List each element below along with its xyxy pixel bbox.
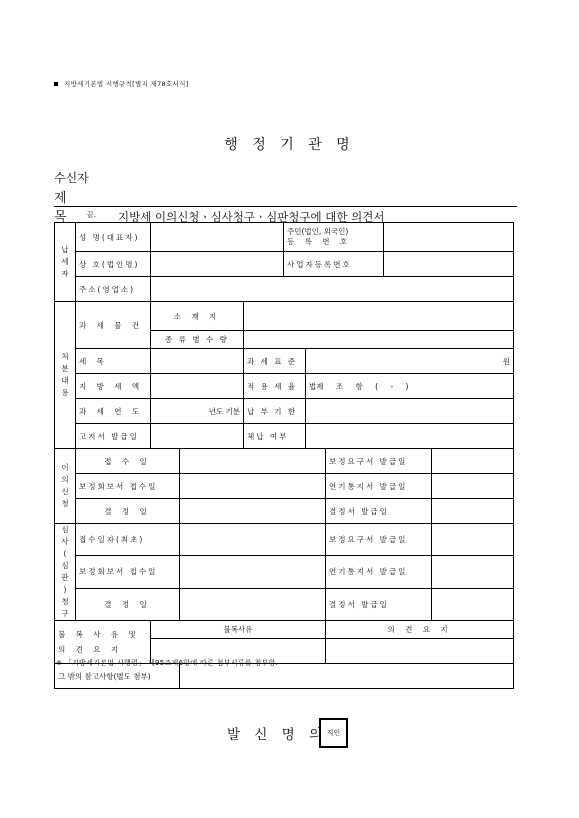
subject-text: 지방세 이의신청ㆍ심사청구ㆍ심판청구에 대한 의견서 [118, 210, 385, 224]
recipient-label: 수신자 [54, 171, 89, 185]
objection-supp-req-field[interactable] [432, 449, 514, 474]
subject-label: 제 목 [54, 191, 81, 225]
id-number-label-line1: 주민(법인, 외국인) [287, 227, 349, 236]
tax-amount-field[interactable] [151, 374, 244, 399]
grounds-opinion-header: 의 견 요 지 [326, 621, 514, 639]
disposition-group-label [55, 302, 76, 449]
object-label: 과 세 물 건 [76, 302, 151, 349]
business-name-label: 상 호(법인명) [76, 252, 151, 277]
disposition-group-text: 처 분 내 용 [61, 352, 69, 397]
biz-reg-field[interactable] [384, 252, 514, 277]
review-group-text: 심 사 ( 심 판 ) 청 구 [61, 525, 69, 618]
notice-date-label: 고지서 발급일 [76, 424, 151, 449]
review-decision-notice-label: 결정서 발급일 [326, 588, 432, 620]
tax-item-label: 세 목 [76, 349, 151, 374]
arrears-label: 체납 여부 [244, 424, 306, 449]
attachment-note: ※ 「지방세기본법 시행령」 제95조제6항에 따른 첨부서류를 첨부함. [56, 659, 279, 667]
tax-base-field[interactable] [306, 349, 514, 374]
grounds-opinion-field[interactable] [326, 639, 514, 664]
id-number-field[interactable] [384, 223, 514, 252]
review-supp-receipt-field[interactable] [180, 556, 326, 588]
review-receipt-label: 접수일자(최초) [76, 524, 180, 556]
grounds-reason-header: 불복사유 [151, 621, 326, 639]
objection-supp-receipt-label: 보정회보서 접수일 [76, 474, 180, 499]
name-field[interactable] [151, 223, 284, 252]
objection-ext-notice-field[interactable] [432, 474, 514, 499]
objection-decision-notice-label: 결정서 발급일 [326, 499, 432, 524]
tax-year-label: 과 세 연 도 [76, 399, 151, 424]
grounds-label: 불 복 사 유 및 의 견 요 지 [55, 621, 151, 664]
subject-end: 끝. [87, 211, 96, 219]
review-receipt-field[interactable] [180, 524, 326, 556]
review-supp-receipt-label: 보정회보서 접수일 [76, 556, 180, 588]
biz-reg-label: 사업자등록번호 [284, 252, 384, 277]
form-reference-text: 지방세기본법 시행규칙[별지 제78호서식] [64, 80, 189, 88]
tax-base-unit: 원 [502, 356, 511, 366]
address-label: 주소(영업소) [76, 277, 151, 302]
objection-supp-receipt-field[interactable] [180, 474, 326, 499]
rate-label: 적 용 세 율 [244, 374, 306, 399]
subject-divider [54, 206, 517, 207]
agency-title: 행 정 기 관 명 [224, 137, 355, 153]
review-decision-field[interactable] [180, 588, 326, 620]
notice-date-field[interactable] [151, 424, 244, 449]
location-field[interactable] [244, 302, 514, 331]
form-reference [54, 79, 189, 88]
id-number-label [284, 223, 384, 252]
objection-receipt-field[interactable] [180, 449, 326, 474]
review-decision-notice-field[interactable] [432, 588, 514, 620]
objection-supp-req-label: 보정요구서 발급일 [326, 449, 432, 474]
review-ext-notice-label: 연기통지서 발급일 [326, 556, 432, 588]
objection-decision-notice-field[interactable] [432, 499, 514, 524]
arrears-field[interactable] [306, 424, 514, 449]
due-date-field[interactable] [306, 399, 514, 424]
objection-receipt-label: 접 수 일 [76, 449, 180, 474]
review-decision-label: 결 정 일 [76, 588, 180, 620]
name-label: 성 명(대표자) [76, 223, 151, 252]
taxpayer-group-label [55, 223, 76, 302]
objection-group-text: 이 의 신 청 [61, 463, 69, 508]
due-date-label: 납 부 기 한 [244, 399, 306, 424]
tax-amount-label: 지 방 세 액 [76, 374, 151, 399]
review-group-label [55, 524, 76, 621]
opinion-form-table [54, 222, 514, 689]
objection-ext-notice-label: 연기통지서 발급일 [326, 474, 432, 499]
review-supp-req-field[interactable] [432, 524, 514, 556]
business-name-field[interactable] [151, 252, 284, 277]
review-ext-notice-field[interactable] [432, 556, 514, 588]
location-label: 소 재 지 [151, 302, 244, 331]
address-field[interactable] [151, 277, 514, 302]
review-supp-req-label: 보정요구서 발급일 [326, 524, 432, 556]
official-seal: 직인 [319, 718, 348, 748]
objection-decision-label: 결 정 일 [76, 499, 180, 524]
id-number-label-line2: 등 록 번 호 [287, 237, 352, 246]
law-clause-field[interactable]: 법제 조 항 ( - ) [306, 374, 514, 399]
other-notes-label: 그 밖의 참고사항(별도 첨부) [55, 664, 180, 689]
type-qty-field[interactable] [244, 331, 514, 349]
tax-item-field[interactable] [151, 349, 244, 374]
square-bullet-icon [54, 82, 58, 86]
tax-base-label: 과 세 표 준 [244, 349, 306, 374]
tax-year-field[interactable]: 년도 기분 [151, 399, 244, 424]
taxpayer-group-text: 납 세 자 [61, 245, 69, 278]
objection-group-label [55, 449, 76, 524]
sender-name: 발 신 명 의 [227, 727, 328, 743]
objection-decision-field[interactable] [180, 499, 326, 524]
type-qty-label: 종 류 별 수 량 [151, 331, 244, 349]
